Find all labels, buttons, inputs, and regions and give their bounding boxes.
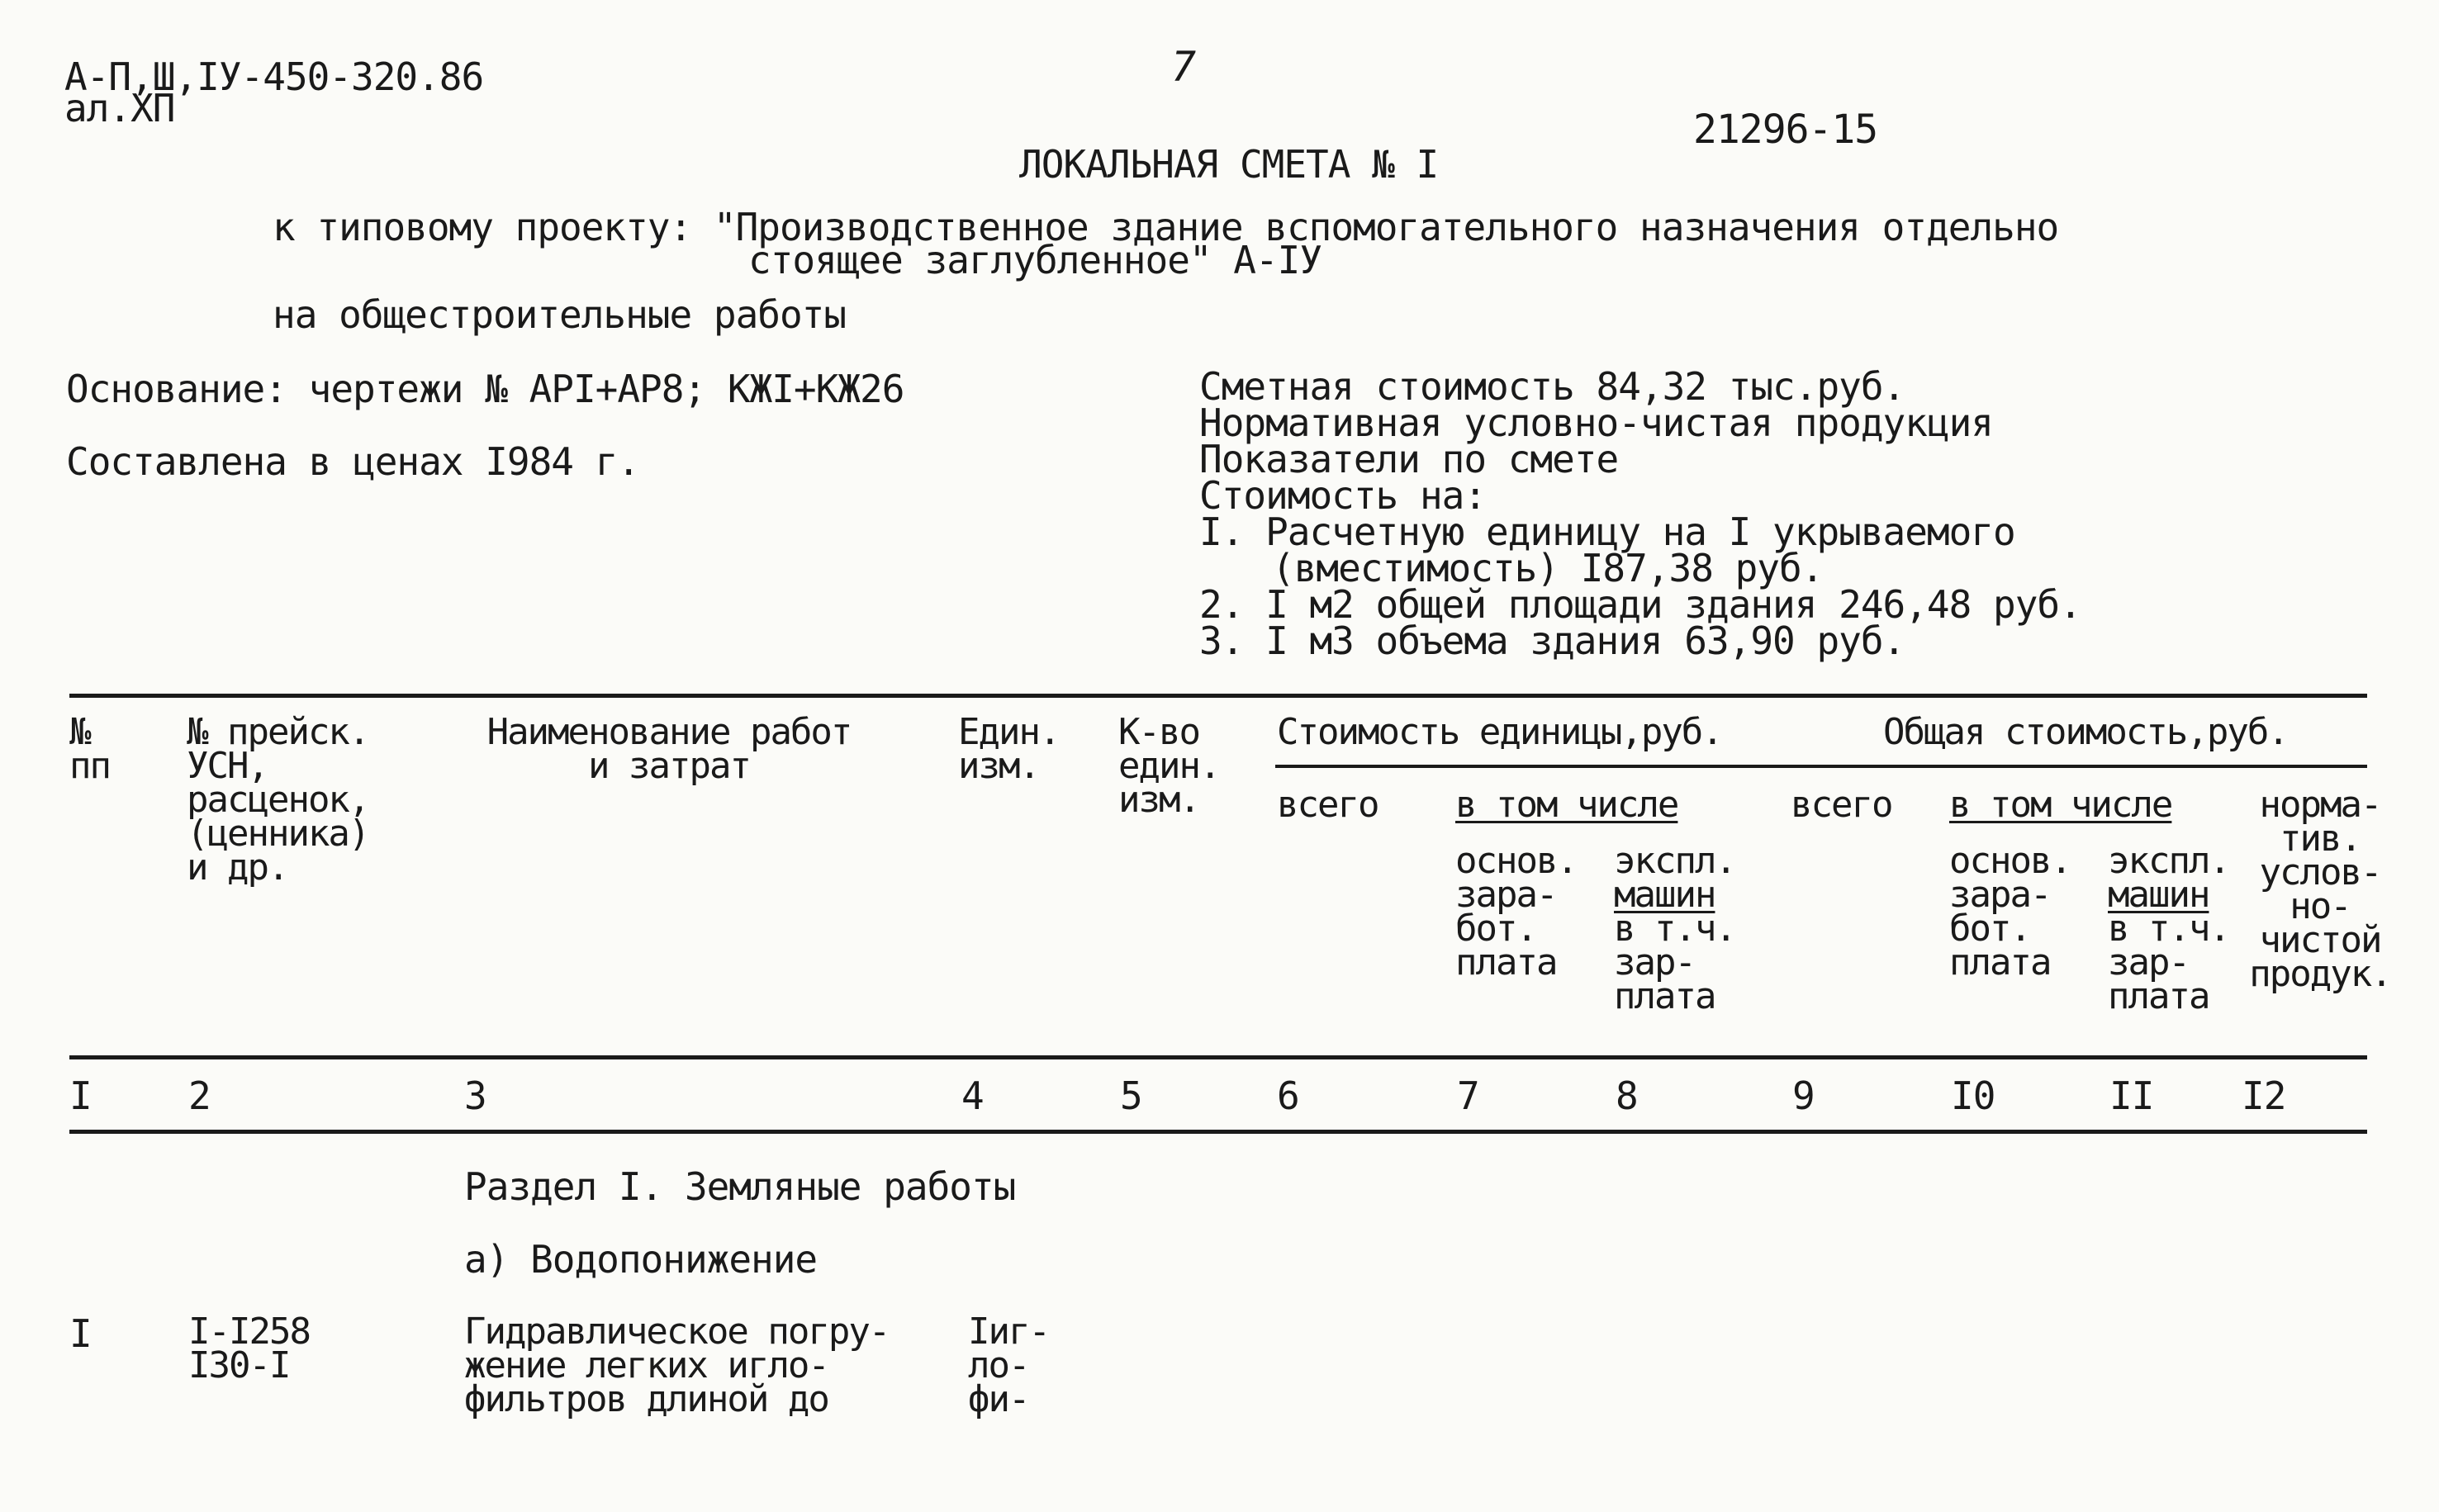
column-number: 2 [188,1074,211,1118]
doc-code-line1: А-П,Ш,IУ-450-320.86 [64,55,484,99]
col-unit-header: Един. изм. [958,711,1060,787]
column-numbers-rule [69,1130,2367,1134]
unit-total-header: всего [1277,784,1378,826]
cost-per-m3: 3. I м3 объема здания 63,90 руб. [1199,619,1905,663]
normative-production: Нормативная условно-чистая продукция [1199,401,1993,445]
cost-per-unit-value: (вместимость) I87,38 руб. [1272,546,1824,590]
doc-code-line2: ал.XП [64,86,175,130]
project-line2: стоящее заглубленное" А-IУ [748,238,1322,282]
normative-header: норма- тив. услов- но- чистой продук. [2249,784,2391,995]
unit-machines-header: экспл. машин в т.ч. зар- плата [1614,840,1735,1017]
unit-cost-header: Стоимость единицы,руб. [1277,711,1722,753]
total-machines-header: экспл. машин в т.ч. зар- плата [2108,840,2229,1017]
column-number: 9 [1792,1074,1815,1118]
header-subrule [1275,765,2367,768]
header-bottom-rule [69,1055,2367,1059]
project-line1: к типовому проекту: "Производственное здание вспомогательного назначения отдельно [273,205,2059,249]
col-qty-header: К-во един. изм. [1118,711,1220,821]
unit-wages-header: основ. зара- бот. плата [1455,840,1577,984]
cost-per-m2: 2. I м2 общей площади здания 246,48 руб. [1199,582,2081,627]
total-wages-header: основ. зара- бот. плата [1949,840,2071,984]
row-work-name: Гидравлическое погру- жение легких игло- фильтров длиной до [464,1311,890,1420]
total-cost-header: Общая стоимость,руб. [1883,711,2288,753]
row-unit: Iиг- ло- фи- [968,1311,1049,1420]
column-number: 3 [464,1074,486,1118]
doc-code [64,55,484,130]
table-top-rule [69,694,2367,698]
column-number: 4 [961,1074,984,1118]
cost-summary [1199,364,2081,663]
works-type: на общестроительные работы [273,292,847,337]
col-num-header: № пп [69,711,110,787]
cost-per-label: Стоимость на: [1199,473,1487,518]
cost-per-unit: I. Расчетную единицу на I укрываемого [1199,510,2015,554]
col-name-header: Наименование работ и затрат [486,711,852,787]
column-number: 6 [1277,1074,1299,1118]
subsection-title: а) Водопонижение [464,1237,818,1282]
column-number: 5 [1120,1074,1142,1118]
basis: Основание: чертежи № АРI+АР8; КЖI+КЖ26 [66,367,904,411]
indicators-label: Показатели по смете [1199,437,1619,481]
column-number: 7 [1457,1074,1479,1118]
page-number: 7 [1171,43,1196,91]
document-title: ЛОКАЛЬНАЯ СМЕТА № I [1019,142,1439,187]
unit-including-header: в том числе [1455,784,1678,826]
col-price-code-header: № прейск. УСН, расценок, (ценника) и др. [187,711,369,889]
section-title: Раздел I. Земляные работы [464,1164,1016,1209]
archive-stamp: 21296-15 [1693,107,1878,153]
row-price-code: I-I258 I30-I [188,1311,310,1386]
column-number: II [2109,1074,2154,1118]
prices-year: Составлена в ценах I984 г. [66,439,640,484]
total-including-header: в том числе [1949,784,2172,826]
total-total-header: всего [1791,784,1892,826]
column-number: I [69,1074,92,1118]
column-number: I2 [2242,1074,2286,1118]
column-number: 8 [1616,1074,1638,1118]
column-number: I0 [1951,1074,1995,1118]
row-number: I [69,1311,92,1356]
estimated-cost: Сметная стоимость 84,32 тыс.руб. [1199,364,1905,409]
